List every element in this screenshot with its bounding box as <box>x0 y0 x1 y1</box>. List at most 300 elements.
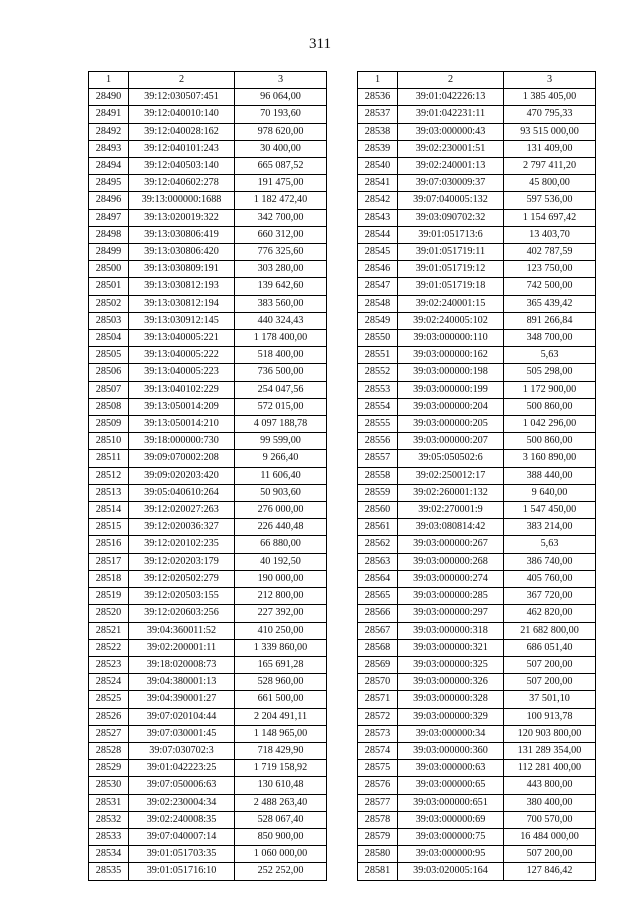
row-number: 28575 <box>358 760 398 777</box>
cadastral-value: 410 250,00 <box>235 622 327 639</box>
row-number: 28513 <box>89 484 129 501</box>
table-row <box>358 863 596 880</box>
table-row <box>358 261 596 278</box>
cadastral-number: 39:12:020502:279 <box>129 570 235 587</box>
cadastral-number: 39:02:270001:9 <box>398 502 504 519</box>
table-row <box>358 381 596 398</box>
cadastral-value: 1 182 472,40 <box>235 192 327 209</box>
cadastral-value: 402 787,59 <box>504 244 596 261</box>
table-row <box>358 295 596 312</box>
column-header-3: 3 <box>504 72 596 89</box>
row-number: 28536 <box>358 89 398 106</box>
row-number: 28546 <box>358 261 398 278</box>
cadastral-number: 39:12:040101:243 <box>129 140 235 157</box>
cadastral-value: 45 800,00 <box>504 175 596 192</box>
cadastral-number: 39:03:000000:326 <box>398 674 504 691</box>
cadastral-value: 4 097 188,78 <box>235 416 327 433</box>
cadastral-value: 383 214,00 <box>504 519 596 536</box>
table-row <box>358 433 596 450</box>
table-row <box>89 140 327 157</box>
cadastral-value: 21 682 800,00 <box>504 622 596 639</box>
row-number: 28562 <box>358 536 398 553</box>
table-row <box>358 467 596 484</box>
row-number: 28542 <box>358 192 398 209</box>
cadastral-number: 39:07:020104:44 <box>129 708 235 725</box>
cadastral-value: 5,63 <box>504 347 596 364</box>
cadastral-number: 39:03:000000:199 <box>398 381 504 398</box>
table-row <box>89 708 327 725</box>
table-row <box>89 278 327 295</box>
cadastral-number: 39:02:230001:51 <box>398 140 504 157</box>
cadastral-value: 1 042 296,00 <box>504 416 596 433</box>
table-row <box>89 484 327 501</box>
cadastral-value: 3 160 890,00 <box>504 450 596 467</box>
cadastral-value: 528 067,40 <box>235 811 327 828</box>
cadastral-value: 131 409,00 <box>504 140 596 157</box>
cadastral-value: 1 339 860,00 <box>235 639 327 656</box>
row-number: 28529 <box>89 760 129 777</box>
row-number: 28502 <box>89 295 129 312</box>
row-number: 28517 <box>89 553 129 570</box>
cadastral-value: 50 903,60 <box>235 484 327 501</box>
row-number: 28520 <box>89 605 129 622</box>
cadastral-value: 66 880,00 <box>235 536 327 553</box>
row-number: 28491 <box>89 106 129 123</box>
cadastral-number: 39:12:020036:327 <box>129 519 235 536</box>
cadastral-number: 39:02:240001:15 <box>398 295 504 312</box>
cadastral-value: 139 642,60 <box>235 278 327 295</box>
cadastral-value: 1 154 697,42 <box>504 209 596 226</box>
cadastral-number: 39:07:030702:3 <box>129 742 235 759</box>
table-row <box>89 846 327 863</box>
row-number: 28552 <box>358 364 398 381</box>
cadastral-number: 39:03:000000:204 <box>398 398 504 415</box>
row-number: 28503 <box>89 312 129 329</box>
cadastral-number: 39:03:000000:110 <box>398 330 504 347</box>
cadastral-value: 2 488 263,40 <box>235 794 327 811</box>
row-number: 28553 <box>358 381 398 398</box>
table-row <box>89 330 327 347</box>
table-row <box>89 691 327 708</box>
cadastral-value: 661 500,00 <box>235 691 327 708</box>
table-row <box>89 570 327 587</box>
cadastral-number: 39:12:020102:235 <box>129 536 235 553</box>
cadastral-number: 39:18:020008:73 <box>129 656 235 673</box>
cadastral-value: 130 610,48 <box>235 777 327 794</box>
cadastral-value: 348 700,00 <box>504 330 596 347</box>
cadastral-number: 39:05:040610:264 <box>129 484 235 501</box>
table-row <box>358 570 596 587</box>
row-number: 28506 <box>89 364 129 381</box>
row-number: 28521 <box>89 622 129 639</box>
table-header-row <box>358 72 596 89</box>
cadastral-value: 462 820,00 <box>504 605 596 622</box>
cadastral-value: 686 051,40 <box>504 639 596 656</box>
cadastral-value: 380 400,00 <box>504 794 596 811</box>
cadastral-value: 518 400,00 <box>235 347 327 364</box>
cadastral-number: 39:03:000000:207 <box>398 433 504 450</box>
table-row <box>89 312 327 329</box>
row-number: 28531 <box>89 794 129 811</box>
cadastral-value: 736 500,00 <box>235 364 327 381</box>
cadastral-number: 39:13:030812:193 <box>129 278 235 295</box>
cadastral-number: 39:03:000000:297 <box>398 605 504 622</box>
cadastral-value: 443 800,00 <box>504 777 596 794</box>
table-row <box>358 622 596 639</box>
cadastral-number: 39:03:000000:318 <box>398 622 504 639</box>
cadastral-value: 131 289 354,00 <box>504 742 596 759</box>
column-header-1: 1 <box>358 72 398 89</box>
cadastral-number: 39:12:020603:256 <box>129 605 235 622</box>
table-row <box>89 416 327 433</box>
cadastral-number: 39:03:000000:63 <box>398 760 504 777</box>
table-row <box>358 605 596 622</box>
table-row <box>358 278 596 295</box>
row-number: 28514 <box>89 502 129 519</box>
row-number: 28525 <box>89 691 129 708</box>
cadastral-value: 342 700,00 <box>235 209 327 226</box>
cadastral-number: 39:12:020503:155 <box>129 588 235 605</box>
row-number: 28512 <box>89 467 129 484</box>
cadastral-number: 39:04:360011:52 <box>129 622 235 639</box>
row-number: 28504 <box>89 330 129 347</box>
row-number: 28539 <box>358 140 398 157</box>
table-row <box>358 226 596 243</box>
row-number: 28494 <box>89 158 129 175</box>
cadastral-value: 100 913,78 <box>504 708 596 725</box>
table-row <box>89 519 327 536</box>
cadastral-value: 127 846,42 <box>504 863 596 880</box>
cadastral-number: 39:13:020019:322 <box>129 209 235 226</box>
cadastral-value: 891 266,84 <box>504 312 596 329</box>
table-row <box>89 656 327 673</box>
table-row <box>89 794 327 811</box>
row-number: 28538 <box>358 123 398 140</box>
row-number: 28580 <box>358 846 398 863</box>
table-row <box>89 244 327 261</box>
table-row <box>89 450 327 467</box>
table-row <box>89 158 327 175</box>
row-number: 28516 <box>89 536 129 553</box>
cadastral-number: 39:03:000000:43 <box>398 123 504 140</box>
row-number: 28573 <box>358 725 398 742</box>
cadastral-value: 383 560,00 <box>235 295 327 312</box>
row-number: 28510 <box>89 433 129 450</box>
table-row <box>89 226 327 243</box>
table-row <box>358 123 596 140</box>
row-number: 28496 <box>89 192 129 209</box>
row-number: 28527 <box>89 725 129 742</box>
table-row <box>89 536 327 553</box>
cadastral-value: 2 204 491,11 <box>235 708 327 725</box>
cadastral-value: 660 312,00 <box>235 226 327 243</box>
column-header-2: 2 <box>398 72 504 89</box>
table-row <box>358 209 596 226</box>
cadastral-number: 39:03:000000:328 <box>398 691 504 708</box>
cadastral-value: 13 403,70 <box>504 226 596 243</box>
cadastral-value: 978 620,00 <box>235 123 327 140</box>
row-number: 28574 <box>358 742 398 759</box>
cadastral-value: 507 200,00 <box>504 674 596 691</box>
cadastral-value: 70 193,60 <box>235 106 327 123</box>
cadastral-value: 1 060 000,00 <box>235 846 327 863</box>
cadastral-number: 39:07:040007:14 <box>129 828 235 845</box>
table-row <box>89 295 327 312</box>
table-row <box>358 760 596 777</box>
cadastral-value: 212 800,00 <box>235 588 327 605</box>
cadastral-number: 39:05:050502:6 <box>398 450 504 467</box>
cadastral-value: 252 252,00 <box>235 863 327 880</box>
cadastral-number: 39:01:051719:11 <box>398 244 504 261</box>
cadastral-number: 39:03:000000:205 <box>398 416 504 433</box>
row-number: 28581 <box>358 863 398 880</box>
cadastral-number: 39:01:042231:11 <box>398 106 504 123</box>
cadastral-number: 39:03:000000:267 <box>398 536 504 553</box>
cadastral-value: 500 860,00 <box>504 398 596 415</box>
cadastral-number: 39:01:051719:12 <box>398 261 504 278</box>
table-row <box>89 811 327 828</box>
cadastral-number: 39:02:250012:17 <box>398 467 504 484</box>
cadastral-number: 39:07:030009:37 <box>398 175 504 192</box>
table-row <box>358 691 596 708</box>
cadastral-value: 365 439,42 <box>504 295 596 312</box>
cadastral-value: 1 719 158,92 <box>235 760 327 777</box>
table-row <box>358 742 596 759</box>
cadastral-value: 500 860,00 <box>504 433 596 450</box>
row-number: 28541 <box>358 175 398 192</box>
table-row <box>358 192 596 209</box>
table-row <box>358 536 596 553</box>
cadastral-number: 39:01:042226:13 <box>398 89 504 106</box>
table-row <box>89 467 327 484</box>
cadastral-value: 388 440,00 <box>504 467 596 484</box>
table-row <box>358 588 596 605</box>
row-number: 28497 <box>89 209 129 226</box>
cadastral-value: 1 148 965,00 <box>235 725 327 742</box>
cadastral-number: 39:03:000000:274 <box>398 570 504 587</box>
right-table <box>357 71 596 881</box>
table-row <box>358 519 596 536</box>
row-number: 28576 <box>358 777 398 794</box>
row-number: 28543 <box>358 209 398 226</box>
row-number: 28560 <box>358 502 398 519</box>
table-row <box>89 777 327 794</box>
row-number: 28518 <box>89 570 129 587</box>
cadastral-number: 39:13:040005:221 <box>129 330 235 347</box>
cadastral-value: 470 795,33 <box>504 106 596 123</box>
cadastral-number: 39:07:050006:63 <box>129 777 235 794</box>
row-number: 28500 <box>89 261 129 278</box>
cadastral-number: 39:02:200001:11 <box>129 639 235 656</box>
cadastral-number: 39:01:051713:6 <box>398 226 504 243</box>
row-number: 28507 <box>89 381 129 398</box>
row-number: 28524 <box>89 674 129 691</box>
row-number: 28555 <box>358 416 398 433</box>
table-row <box>358 140 596 157</box>
cadastral-number: 39:01:051716:10 <box>129 863 235 880</box>
row-number: 28564 <box>358 570 398 587</box>
cadastral-number: 39:13:030809:191 <box>129 261 235 278</box>
row-number: 28533 <box>89 828 129 845</box>
row-number: 28557 <box>358 450 398 467</box>
cadastral-number: 39:12:040028:162 <box>129 123 235 140</box>
cadastral-number: 39:13:030812:194 <box>129 295 235 312</box>
cadastral-value: 665 087,52 <box>235 158 327 175</box>
cadastral-number: 39:01:051719:18 <box>398 278 504 295</box>
cadastral-number: 39:18:000000:730 <box>129 433 235 450</box>
table-row <box>89 742 327 759</box>
table-row <box>358 244 596 261</box>
cadastral-number: 39:12:040503:140 <box>129 158 235 175</box>
table-row <box>89 381 327 398</box>
cadastral-number: 39:09:020203:420 <box>129 467 235 484</box>
cadastral-value: 9 266,40 <box>235 450 327 467</box>
row-number: 28577 <box>358 794 398 811</box>
row-number: 28519 <box>89 588 129 605</box>
table-row <box>358 725 596 742</box>
cadastral-number: 39:03:000000:162 <box>398 347 504 364</box>
row-number: 28579 <box>358 828 398 845</box>
cadastral-value: 40 192,50 <box>235 553 327 570</box>
row-number: 28493 <box>89 140 129 157</box>
table-row <box>89 261 327 278</box>
cadastral-value: 99 599,00 <box>235 433 327 450</box>
cadastral-value: 2 797 411,20 <box>504 158 596 175</box>
table-row <box>358 450 596 467</box>
column-header-1: 1 <box>89 72 129 89</box>
cadastral-value: 386 740,00 <box>504 553 596 570</box>
table-row <box>358 553 596 570</box>
row-number: 28522 <box>89 639 129 656</box>
row-number: 28501 <box>89 278 129 295</box>
cadastral-value: 93 515 000,00 <box>504 123 596 140</box>
row-number: 28554 <box>358 398 398 415</box>
cadastral-number: 39:03:000000:268 <box>398 553 504 570</box>
row-number: 28540 <box>358 158 398 175</box>
cadastral-value: 11 606,40 <box>235 467 327 484</box>
row-number: 28528 <box>89 742 129 759</box>
table-row <box>89 863 327 880</box>
row-number: 28498 <box>89 226 129 243</box>
cadastral-number: 39:03:000000:651 <box>398 794 504 811</box>
table-row <box>358 846 596 863</box>
table-row <box>89 192 327 209</box>
row-number: 28526 <box>89 708 129 725</box>
cadastral-number: 39:13:030806:420 <box>129 244 235 261</box>
row-number: 28578 <box>358 811 398 828</box>
row-number: 28492 <box>89 123 129 140</box>
row-number: 28544 <box>358 226 398 243</box>
table-row <box>89 175 327 192</box>
cadastral-number: 39:12:020203:179 <box>129 553 235 570</box>
cadastral-number: 39:13:000000:1688 <box>129 192 235 209</box>
row-number: 28505 <box>89 347 129 364</box>
table-row <box>89 106 327 123</box>
cadastral-number: 39:13:030806:419 <box>129 226 235 243</box>
cadastral-value: 254 047,56 <box>235 381 327 398</box>
cadastral-value: 190 000,00 <box>235 570 327 587</box>
cadastral-number: 39:03:000000:329 <box>398 708 504 725</box>
cadastral-number: 39:03:000000:198 <box>398 364 504 381</box>
cadastral-number: 39:04:390001:27 <box>129 691 235 708</box>
row-number: 28530 <box>89 777 129 794</box>
cadastral-value: 742 500,00 <box>504 278 596 295</box>
cadastral-number: 39:03:020005:164 <box>398 863 504 880</box>
table-row <box>358 656 596 673</box>
table-row <box>358 484 596 501</box>
cadastral-value: 9 640,00 <box>504 484 596 501</box>
cadastral-number: 39:12:040602:278 <box>129 175 235 192</box>
cadastral-value: 226 440,48 <box>235 519 327 536</box>
table-row <box>358 639 596 656</box>
row-number: 28563 <box>358 553 398 570</box>
table-row <box>358 502 596 519</box>
row-number: 28550 <box>358 330 398 347</box>
cadastral-number: 39:13:040102:229 <box>129 381 235 398</box>
cadastral-number: 39:03:000000:95 <box>398 846 504 863</box>
cadastral-value: 1 172 900,00 <box>504 381 596 398</box>
row-number: 28535 <box>89 863 129 880</box>
row-number: 28565 <box>358 588 398 605</box>
cadastral-number: 39:03:080814:42 <box>398 519 504 536</box>
table-row <box>89 553 327 570</box>
cadastral-number: 39:07:040005:132 <box>398 192 504 209</box>
cadastral-value: 597 536,00 <box>504 192 596 209</box>
cadastral-number: 39:13:050014:210 <box>129 416 235 433</box>
cadastral-number: 39:12:030507:451 <box>129 89 235 106</box>
table-row <box>358 398 596 415</box>
cadastral-value: 507 200,00 <box>504 656 596 673</box>
cadastral-number: 39:03:000000:75 <box>398 828 504 845</box>
cadastral-number: 39:09:070002:208 <box>129 450 235 467</box>
cadastral-number: 39:13:040005:223 <box>129 364 235 381</box>
cadastral-value: 1 385 405,00 <box>504 89 596 106</box>
table-row <box>89 123 327 140</box>
table-header-row <box>89 72 327 89</box>
row-number: 28532 <box>89 811 129 828</box>
table-row <box>89 828 327 845</box>
row-number: 28515 <box>89 519 129 536</box>
table-row <box>358 175 596 192</box>
table-row <box>358 708 596 725</box>
cadastral-number: 39:13:040005:222 <box>129 347 235 364</box>
row-number: 28570 <box>358 674 398 691</box>
table-row <box>358 312 596 329</box>
cadastral-value: 700 570,00 <box>504 811 596 828</box>
row-number: 28571 <box>358 691 398 708</box>
row-number: 28561 <box>358 519 398 536</box>
table-row <box>89 622 327 639</box>
cadastral-value: 120 903 800,00 <box>504 725 596 742</box>
row-number: 28559 <box>358 484 398 501</box>
row-number: 28556 <box>358 433 398 450</box>
cadastral-value: 37 501,10 <box>504 691 596 708</box>
table-row <box>89 588 327 605</box>
cadastral-value: 405 760,00 <box>504 570 596 587</box>
row-number: 28534 <box>89 846 129 863</box>
table-row <box>358 794 596 811</box>
row-number: 28568 <box>358 639 398 656</box>
cadastral-value: 191 475,00 <box>235 175 327 192</box>
row-number: 28549 <box>358 312 398 329</box>
table-row <box>358 416 596 433</box>
cadastral-number: 39:03:000000:65 <box>398 777 504 794</box>
cadastral-number: 39:03:090702:32 <box>398 209 504 226</box>
table-row <box>358 777 596 794</box>
table-row <box>358 811 596 828</box>
table-row <box>358 364 596 381</box>
cadastral-number: 39:03:000000:325 <box>398 656 504 673</box>
